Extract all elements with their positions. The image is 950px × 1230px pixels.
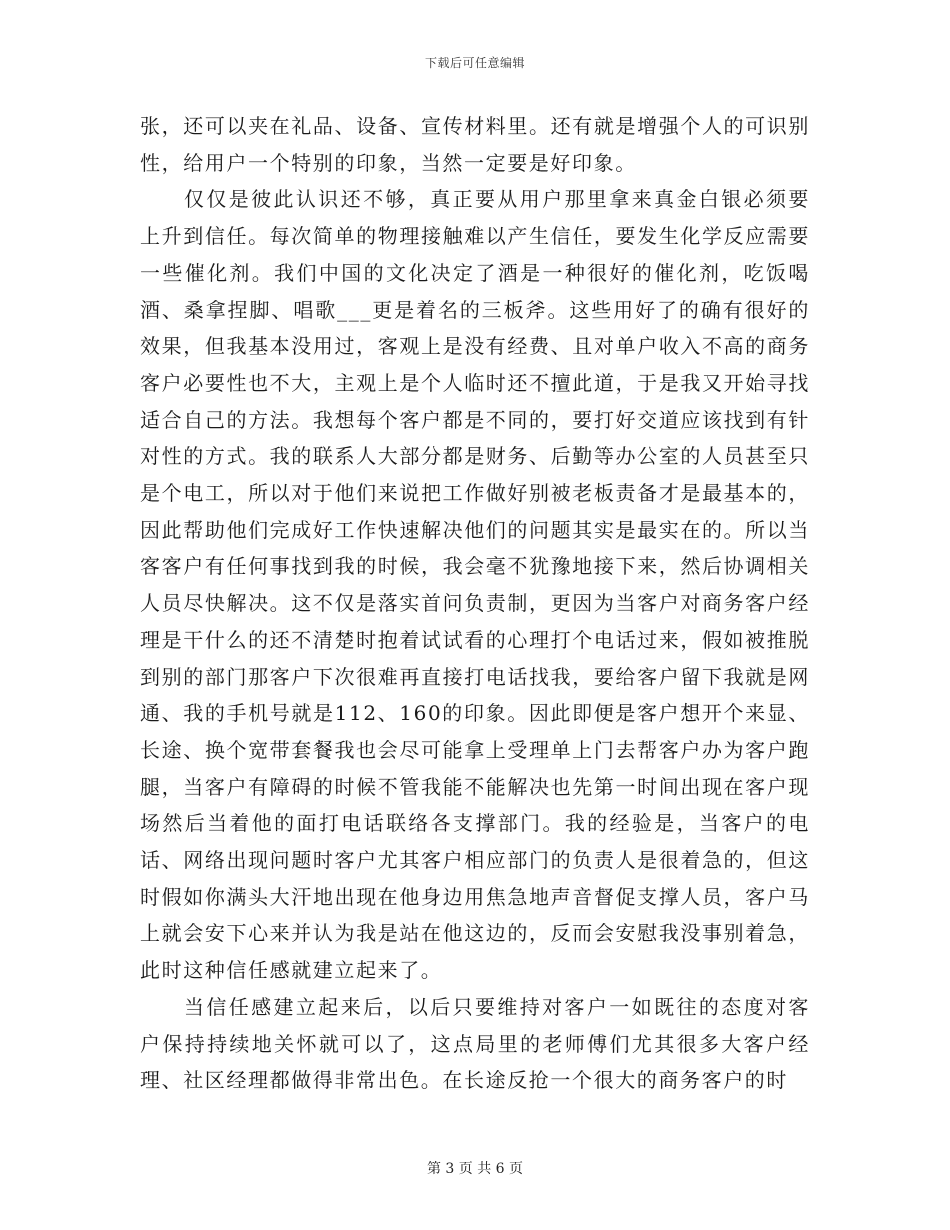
paragraph-maintain-trust: 当信任感建立起来后，以后只要维持对客户一如既往的态度对客户保持持续地关怀就可以了，这点局里的老师傅们尤其很多大客户经理、社区经理都做得非常出色。在长途反抢一个很大的商务客户的时 <box>140 994 810 1093</box>
page-number: 第 3 页 共 6 页 <box>426 1161 524 1177</box>
document-body <box>140 108 810 1099</box>
paragraph-trust: 仅仅是彼此认识还不够，真正要从用户那里拿来真金白银必须要上升到信任。每次简单的物理接触难以产生信任，要发生化学反应需要一些催化剂。我们中国的文化决定了酒是一种很好的催化剂，吃饭喝酒、桑拿捏脚、唱歌___更是着名的三板斧。这些用好了的确有很好的效果，但我基本没用过，客观上是没有经费、且对单户收入不高的商务客户必要性也不大，主观上是个人临时还不擅此道，于是我又开始寻找适合自己的方法。我想每个客户都是不同的，要打好交道应该找到有针对性的方式。我的联系人大部分都是财务、后勤等办公室的人员甚至只是个电工，所以对于他们来说把工作做好别被老板责备才是最基本的，因此帮助他们完成好工作快速解决他们的问题其实是最实在的。所以当客客户有任何事找到我的时候，我会毫不犹豫地接下来，然后协调相关人员尽快解决。这不仅是落实首问负责制，更因为当客户对商务客户经理是干什么的还不清楚时抱着试试看的心理打个电话过来，假如被推脱到别的部门那客户下次很难再直接打电话找我，要给客户留下我就是网通、我的手机号就是112、160的印象。因此即便是客户想开个来显、长途、换个宽带套餐我也会尽可能拿上受理单上门去帮客户办为客户跑腿，当客户有障碍的时候不管我能不能解决也先第一时间出现在客户现场然后当着他的面打电话联络各支撑部门。我的经验是，当客户的电话、网络出现问题时客户尤其客户相应部门的负责人是很着急的，但这时假如你满头大汗地出现在他身边用焦急地声音督促支撑人员，客户马上就会安下心来并认为我是站在他这边的，反而会安慰我没事别着急，此时这种信任感就建立起来了。 <box>140 187 810 983</box>
page-header-note: 下载后可任意编辑 <box>424 56 525 70</box>
paragraph-continued: 张，还可以夹在礼品、设备、宣传材料里。还有就是增强个人的可识别性，给用户一个特别的印象，当然一定要是好印象。 <box>140 114 810 175</box>
